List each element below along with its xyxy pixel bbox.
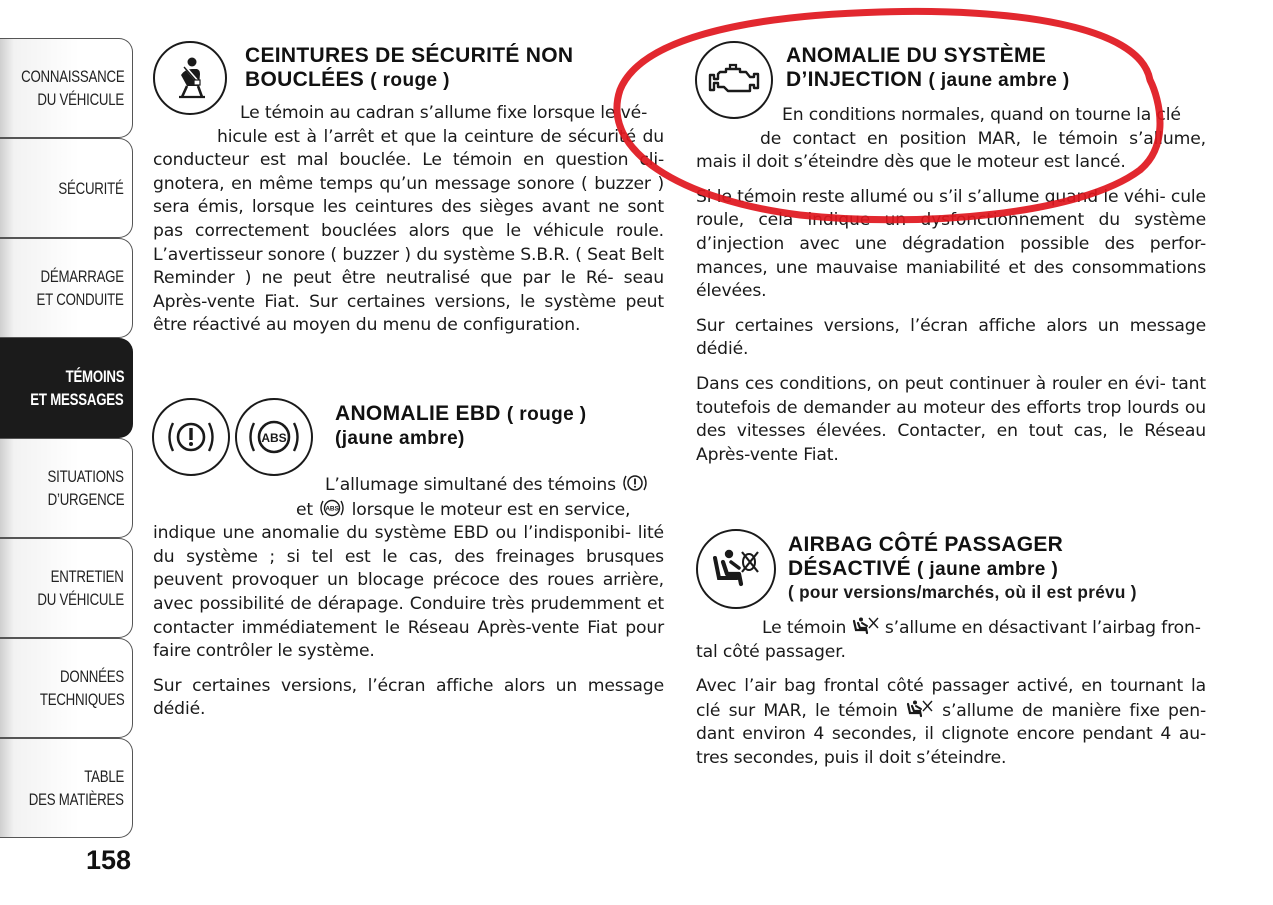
seatbelt-title xyxy=(245,44,665,92)
tab-temoins-et-messages[interactable] xyxy=(0,338,133,438)
ebd-body xyxy=(153,473,664,722)
airbag-title-line2: DÉSACTIVÉ xyxy=(788,556,911,580)
ebd-p1-line2-post: lorsque le moteur est en service, xyxy=(351,499,631,520)
seatbelt-title-color: ( rouge ) xyxy=(370,69,450,91)
brake-inline-icon xyxy=(621,473,649,493)
injection-title-line1: ANOMALIE DU SYSTÈME xyxy=(786,44,1047,67)
airbag-p2-pre: Avec l’air bag frontal côté passager activé, en tournant la clé sur MAR, le témoin xyxy=(696,676,1206,721)
ebd-p2: Sur certaines versions, l’écran affiche alors un message dédié. xyxy=(153,675,664,720)
tab-label-line1: CONNAISSANCE xyxy=(20,67,124,86)
tab-label-line1: ENTRETIEN xyxy=(50,567,124,586)
injection-title-line2: D’INJECTION xyxy=(786,67,923,91)
tab-label-line2: ET MESSAGES xyxy=(30,390,124,409)
seatbelt-body xyxy=(153,102,664,338)
airbag-p1-post: s’allume en désactivant l’airbag fron- xyxy=(884,618,1201,638)
abs-inline-icon xyxy=(318,498,346,518)
seatbelt-title-line2: BOUCLÉES xyxy=(245,67,365,91)
seatbelt-p1-rest: conducteur est mal bouclée. Le témoin en question cli- gnotera, en même temps qu’un message sonore ( buzzer ) sera émis, lorsque les ceintures des sièges avant ne sont pas correctement bouclées alors que le véhicule roule. L’avertisseur sonore ( buzzer ) du système S.B.R. ( Seat Belt Reminder ) ne peut être neutralisé que par le Ré- seau Après-vente Fiat. Sur certaines versions, le système peut être réactivé au moyen du menu de configuration. xyxy=(153,150,664,336)
injection-p1-line1: En conditions normales, quand on tourne la clé xyxy=(782,105,1181,125)
ebd-title-color1: ( rouge ) xyxy=(506,404,587,425)
airbag-body xyxy=(696,616,1206,771)
page-number: 158 xyxy=(86,845,132,875)
ebd-p1-line1: L’allumage simultané des témoins xyxy=(325,475,616,495)
injection-p1-rest: mais il doit s’éteindre dès que le moteur est lancé. xyxy=(696,152,1126,173)
abs-inline-label: ABS xyxy=(325,505,339,513)
ebd-title-color2: (jaune ambre) xyxy=(335,427,465,449)
ebd-p1-line2-pre: et xyxy=(296,499,314,520)
abs-icon-label: ABS xyxy=(261,431,287,445)
seatbelt-p1-line2: hicule est à l’arrêt et que la ceinture de sécurité du xyxy=(217,126,664,147)
tab-label-line2: TECHNIQUES xyxy=(39,690,124,709)
airbag-inline-icon xyxy=(906,699,934,719)
ebd-p1-rest: indique une anomalie du système EBD ou l’indisponibi- lité du système ; si tel est le cas, des freinages brusques peuvent provoquer un blocage précoce des roues arrière, avec possibilité de dérapage. Conduire très prudemment et contacter immédiatement le Réseau Après-vente Fiat pour faire contrôler le système. xyxy=(153,523,664,662)
tab-label-line2: ET CONDUITE xyxy=(36,290,124,309)
tab-label-line1: DÉMARRAGE xyxy=(40,267,124,286)
tab-table-des-matieres[interactable] xyxy=(0,738,133,838)
brake-warning-icon xyxy=(152,398,230,476)
injection-p4: Dans ces conditions, on peut continuer à rouler en évi- tant toutefois de demander au moteur des efforts trop lourds ou des vitesses élevées. Contacter, en tout cas, le Réseau Après-vente Fiat. xyxy=(696,373,1206,465)
abs-warning-icon xyxy=(235,398,313,476)
tab-securite[interactable] xyxy=(0,138,133,238)
tab-label-line1: SÉCURITÉ xyxy=(58,178,124,198)
tab-label-line1: TÉMOINS xyxy=(65,367,124,386)
tab-donnees-techniques[interactable] xyxy=(0,638,133,738)
airbag-title-color: ( jaune ambre ) xyxy=(917,558,1059,580)
airbag-p2-post: s’allume de manière fixe pen- dant environ 4 secondes, il clignote encore pendant 4 au- tres secondes, puis il doit s’éteindre. xyxy=(696,700,1206,768)
injection-title xyxy=(786,44,1206,92)
tab-label-line1: TABLE xyxy=(84,767,124,786)
tab-demarrage-et-conduite[interactable] xyxy=(0,238,133,338)
injection-title-color: ( jaune ambre ) xyxy=(928,69,1070,91)
tab-label-line2: DES MATIÈRES xyxy=(29,790,124,809)
seatbelt-p1-line1: Le témoin au cadran s’allume fixe lorsque le vé- xyxy=(240,103,648,123)
ebd-title xyxy=(335,402,665,450)
tab-connaissance-du-vehicule[interactable] xyxy=(0,38,133,138)
ebd-title-line1: ANOMALIE EBD xyxy=(335,402,501,425)
injection-p1-line2: de contact en position MAR, le témoin s’allume, xyxy=(760,128,1206,149)
tab-label-line2: DU VÉHICULE xyxy=(37,90,124,109)
airbag-p1-pre: Le témoin xyxy=(762,618,847,638)
tab-label-line1: DONNÉES xyxy=(60,667,124,686)
tab-situations-d-urgence[interactable] xyxy=(0,438,133,538)
tab-label-line2: D’URGENCE xyxy=(47,490,124,509)
airbag-subtitle: ( pour versions/marchés, où il est prévu ) xyxy=(788,582,1137,602)
tab-label-line2: DU VÉHICULE xyxy=(37,590,124,609)
injection-p3: Sur certaines versions, l’écran affiche alors un message dédié. xyxy=(696,315,1206,360)
injection-p2: Si le témoin reste allumé ou s’il s’allume quand le véhi- cule roule, cela indique un dysfonctionnement du système d’injection avec une dégradation possible des perfor- mances, une mauvaise maniabilité et des consommations élevées. xyxy=(696,186,1206,302)
seatbelt-title-line1: CEINTURES DE SÉCURITÉ NON xyxy=(245,44,574,67)
airbag-inline-icon xyxy=(852,616,880,636)
airbag-off-icon xyxy=(696,529,776,609)
airbag-title-line1: AIRBAG CÔTÉ PASSAGER xyxy=(788,533,1064,556)
tab-label-line1: SITUATIONS xyxy=(47,467,124,486)
airbag-title xyxy=(788,533,1208,604)
tab-entretien-du-vehicule[interactable] xyxy=(0,538,133,638)
injection-body xyxy=(696,104,1206,467)
airbag-p1-rest: tal côté passager. xyxy=(696,641,846,662)
